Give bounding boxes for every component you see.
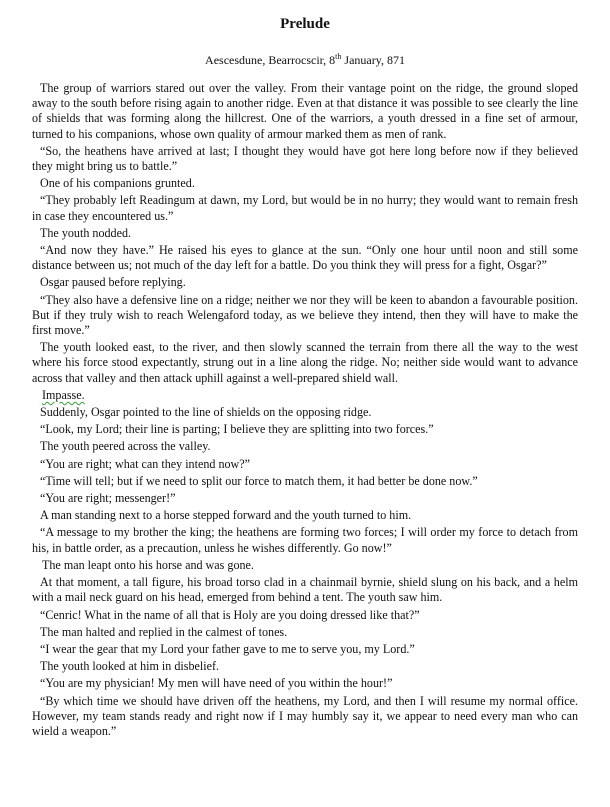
chapter-title: Prelude (280, 16, 330, 32)
dateline-place-day: Aescesdune, Bearrocscir, 8 (205, 53, 336, 67)
paragraph: Suddenly, Osgar pointed to the line of shields on the opposing ridge. (40, 405, 372, 420)
paragraph: “By which time we should have driven off the heathens, my Lord, and then I will resume my normal office. However, my team stands ready and right now if I may humbly say it, we appear to need every man who can wield a weapon.” (32, 693, 578, 738)
paragraph: “You are my physician! My men will have need of you within the hour!” (40, 676, 393, 691)
paragraph: “So, the heathens have arrived at last; I thought they would have got here long before now if they believed they might bring us to battle.” (32, 143, 578, 174)
paragraph: The man halted and replied in the calmest of tones. (40, 624, 288, 639)
paragraph: “And now they have.” He raised his eyes to glance at the sun. “Only one hour until noon and still some distance between us; not much of the day left for a battle. Do you think they will press for a fight, Osgar?” (32, 243, 578, 273)
paragraph: Osgar paused before replying. (40, 275, 186, 290)
document-page (32, 14, 578, 741)
spellcheck-flagged-word: Impasse. (42, 387, 85, 402)
paragraph: “Time will tell; but if we need to split our force to match them, it had better be done now.” (40, 473, 478, 488)
paragraph: “A message to my brother the king; the heathens are forming two forces; I will order my force to detach from his, in battle order, as a precaution, unless he wishes differently. Go now!” (32, 525, 578, 555)
paragraph: “Cenric! What in the name of all that is Holy are you doing dressed like that?” (40, 607, 420, 622)
chapter-body (32, 81, 578, 739)
paragraph: The youth nodded. (40, 225, 132, 240)
dateline (32, 52, 578, 68)
paragraph: The youth looked at him in disbelief. (40, 659, 220, 674)
dateline-ordinal-suffix: th (335, 52, 342, 61)
paragraph: “You are right; what can they intend now?” (40, 456, 251, 471)
paragraph: “They probably left Readingum at dawn, my Lord, but would be in no hurry; they would want to remain fresh in case they encountered us.” (32, 193, 578, 223)
paragraph: The youth looked east, to the river, and then slowly scanned the terrain from there all the way to the west where his force stood expectantly, strung out in a line along the ridge. No; neither side would want to advance across that valley and then attack uphill against a well-prepared shield wall. (32, 340, 578, 385)
paragraph: “You are right; messenger!” (40, 491, 176, 506)
dateline-month-year: January, 871 (341, 53, 405, 67)
paragraph: The youth peered across the valley. (40, 439, 211, 454)
paragraph-impasse (32, 388, 578, 403)
paragraph: The man leapt onto his horse and was gone. (42, 557, 254, 572)
paragraph: A man standing next to a horse stepped forward and the youth turned to him. (40, 508, 412, 523)
paragraph: “Look, my Lord; their line is parting; I believe they are splitting into two forces.” (40, 422, 434, 437)
paragraph: One of his companions grunted. (40, 176, 195, 191)
paragraph: “They also have a defensive line on a ridge; neither we nor they will be keen to abandon a favourable position. But if they truly wish to reach Welengaford today, as we believe they intend, then they will have to make the first move.” (32, 292, 578, 338)
paragraph: The group of warriors stared out over the valley. From their vantage point on the ridge, the ground sloped away to the south before rising again to another ridge. Even at that distance it was possible to see clearly the line of shields that was forming along the hillcrest. One of the warriors, a youth dressed in a fine set of armour, turned to his companions, whose own quality of armour marked them as men of rank. (32, 81, 578, 141)
paragraph: At that moment, a tall figure, his broad torso clad in a chainmail byrnie, shield slung on his back, and a helm with a mail neck guard on his head, emerged from behind a tent. The youth saw him. (32, 575, 578, 605)
paragraph: “I wear the gear that my Lord your father gave to me to serve you, my Lord.” (40, 641, 415, 656)
